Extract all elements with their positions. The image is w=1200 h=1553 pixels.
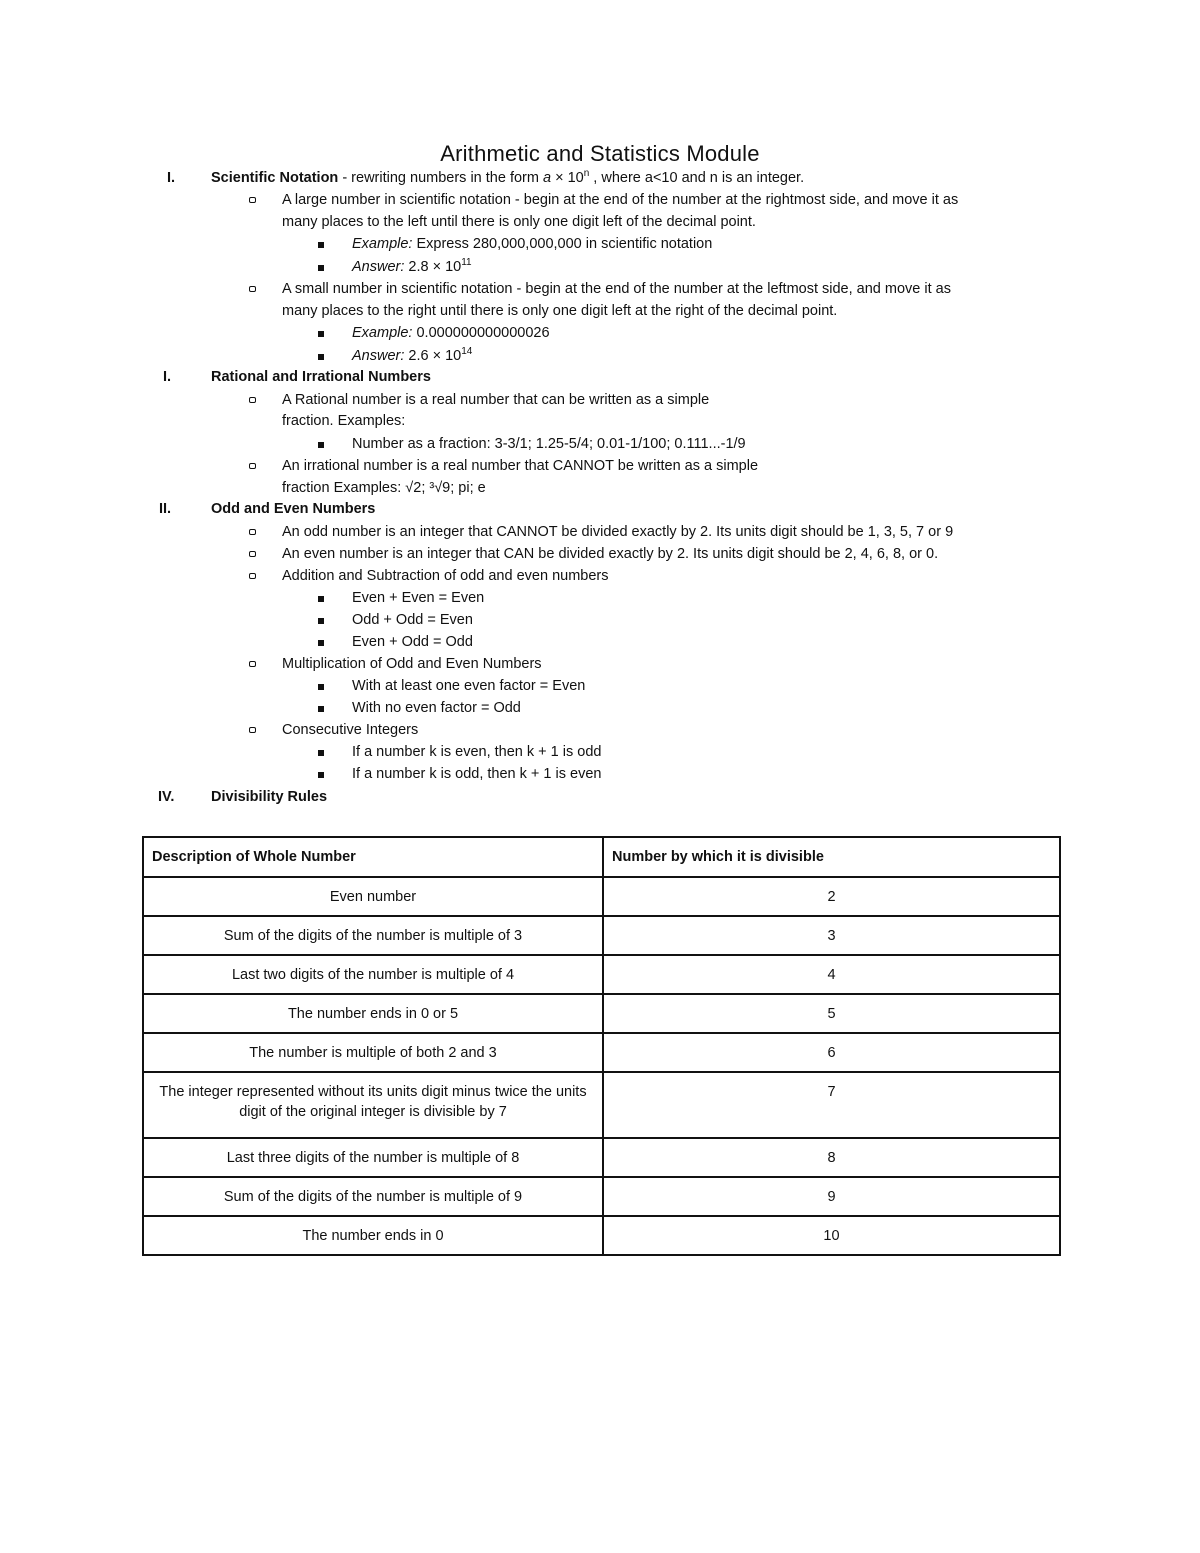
section-number: I. [163, 369, 172, 385]
bullet-icon [248, 389, 258, 411]
table-cell-divisor: 4 [603, 955, 1060, 994]
answer-base: 2.6 × 10 [404, 348, 462, 364]
square-bullet-icon [318, 233, 328, 255]
square-bullet-icon [318, 587, 328, 609]
example-label: Example: [352, 325, 413, 341]
table-row [143, 1072, 1060, 1138]
square-bullet-icon [318, 741, 328, 763]
consecutive-integers: Consecutive Integers [282, 722, 419, 738]
intro-text-end: , where a<10 and n is an integer. [589, 170, 805, 186]
answer-2 [352, 345, 472, 367]
square-bullet-icon [318, 631, 328, 653]
addition-subtraction: Addition and Subtraction of odd and even numbers [282, 568, 609, 584]
table-row [143, 1033, 1060, 1072]
example-text: Express 280,000,000,000 in scientific notation [412, 236, 713, 252]
table-cell-divisor: 10 [603, 1216, 1060, 1255]
table-row [143, 955, 1060, 994]
multiplication-rule-1: With at least one even factor = Even [352, 678, 586, 694]
large-number-line1: A large number in scientific notation - begin at the end of the number at the rightmost side, and move it as [282, 192, 959, 208]
table-row [143, 994, 1060, 1033]
section-number: II. [159, 501, 172, 517]
bullet-icon [248, 189, 258, 211]
square-bullet-icon [318, 322, 328, 344]
section-number: IV. [158, 789, 175, 805]
table-row [143, 916, 1060, 955]
rational-line1: A Rational number is a real number that can be written as a simple [282, 392, 710, 408]
section-title-divisibility: Divisibility Rules [211, 789, 328, 805]
table-row [143, 1216, 1060, 1255]
consecutive-rule-1: If a number k is even, then k + 1 is odd [352, 744, 602, 760]
example-label: Example: [352, 236, 413, 252]
answer-1 [352, 256, 472, 278]
form-exponent: n [583, 168, 590, 179]
table-cell-divisor: 9 [603, 1177, 1060, 1216]
table-cell-description: The number is multiple of both 2 and 3 [143, 1033, 603, 1072]
answer-exponent: 11 [461, 257, 472, 268]
table-cell-description: Sum of the digits of the number is multiple of 3 [143, 916, 603, 955]
table-cell-divisor: 2 [603, 877, 1060, 916]
bullet-icon [248, 455, 258, 477]
divisibility-table [142, 836, 1061, 1256]
multiplication-rule-2: With no even factor = Odd [352, 700, 521, 716]
table-header-row [143, 837, 1060, 877]
addition-rule-2: Odd + Odd = Even [352, 612, 473, 628]
table-cell-divisor: 5 [603, 994, 1060, 1033]
example-2 [352, 322, 550, 344]
table-row [143, 877, 1060, 916]
table-cell-divisor: 7 [603, 1072, 1060, 1138]
table-header: Description of Whole Number [143, 837, 603, 877]
table-cell-description: Even number [143, 877, 603, 916]
section-title-rational: Rational and Irrational Numbers [211, 369, 431, 385]
square-bullet-icon [318, 675, 328, 697]
rational-example: Number as a fraction: 3-3/1; 1.25-5/4; 0.01-1/100; 0.111...-1/9 [352, 436, 746, 452]
small-number-line1: A small number in scientific notation - begin at the end of the number at the leftmost side, and move it as [282, 281, 951, 297]
table-cell-description: Last three digits of the number is multiple of 8 [143, 1138, 603, 1177]
table-cell-description: The number ends in 0 or 5 [143, 994, 603, 1033]
answer-label: Answer: [352, 348, 405, 364]
table-cell-divisor: 8 [603, 1138, 1060, 1177]
answer-label: Answer: [352, 259, 405, 275]
bullet-icon [248, 521, 258, 543]
form-times: × 10 [551, 170, 584, 186]
example-text: 0.000000000000026 [412, 325, 550, 341]
intro-text: - rewriting numbers in the form [338, 170, 543, 186]
large-number-line2: many places to the left until there is only one digit left of the decimal point. [282, 214, 756, 230]
answer-base: 2.8 × 10 [404, 259, 462, 275]
table-row [143, 1177, 1060, 1216]
table-header: Number by which it is divisible [603, 837, 1060, 877]
table-cell-divisor: 6 [603, 1033, 1060, 1072]
even-definition: An even number is an integer that CAN be divided exactly by 2. Its units digit should be 2, 4, 6, 8, or 0. [282, 546, 939, 562]
rational-line2: fraction. Examples: [282, 413, 406, 429]
consecutive-rule-2: If a number k is odd, then k + 1 is even [352, 766, 602, 782]
irrational-line1: An irrational number is a real number that CANNOT be written as a simple [282, 458, 759, 474]
square-bullet-icon [318, 697, 328, 719]
table-cell-description: The number ends in 0 [143, 1216, 603, 1255]
section-title-odd-even: Odd and Even Numbers [211, 501, 376, 517]
square-bullet-icon [318, 433, 328, 455]
addition-rule-3: Even + Odd = Odd [352, 634, 473, 650]
table-cell-description: Last two digits of the number is multiple of 4 [143, 955, 603, 994]
bullet-icon [248, 719, 258, 741]
bullet-icon [248, 565, 258, 587]
example-1 [352, 233, 712, 255]
bullet-icon [248, 653, 258, 675]
table-cell-description: The integer represented without its units digit minus twice the units digit of the original integer is divisible by 7 [143, 1072, 603, 1138]
square-bullet-icon [318, 609, 328, 631]
table-row [143, 1138, 1060, 1177]
page-title: Arithmetic and Statistics Module [440, 141, 760, 166]
answer-exponent: 14 [461, 346, 473, 357]
small-number-line2: many places to the right until there is only one digit left at the right of the decimal point. [282, 303, 838, 319]
bullet-icon [248, 278, 258, 300]
odd-definition: An odd number is an integer that CANNOT be divided exactly by 2. Its units digit should be 1, 3, 5, 7 or 9 [282, 524, 954, 540]
section-number: I. [167, 170, 176, 186]
bullet-icon [248, 543, 258, 565]
table-cell-divisor: 3 [603, 916, 1060, 955]
table-cell-description: Sum of the digits of the number is multiple of 9 [143, 1177, 603, 1216]
addition-rule-1: Even + Even = Even [352, 590, 485, 606]
multiplication: Multiplication of Odd and Even Numbers [282, 656, 542, 672]
irrational-line2: fraction Examples: √2; ³√9; pi; e [282, 480, 486, 496]
form-variable: a [542, 170, 552, 186]
section-title: Scientific Notation [211, 170, 339, 186]
section-heading-scientific-notation [211, 167, 804, 189]
square-bullet-icon [318, 345, 328, 367]
square-bullet-icon [318, 763, 328, 785]
square-bullet-icon [318, 256, 328, 278]
